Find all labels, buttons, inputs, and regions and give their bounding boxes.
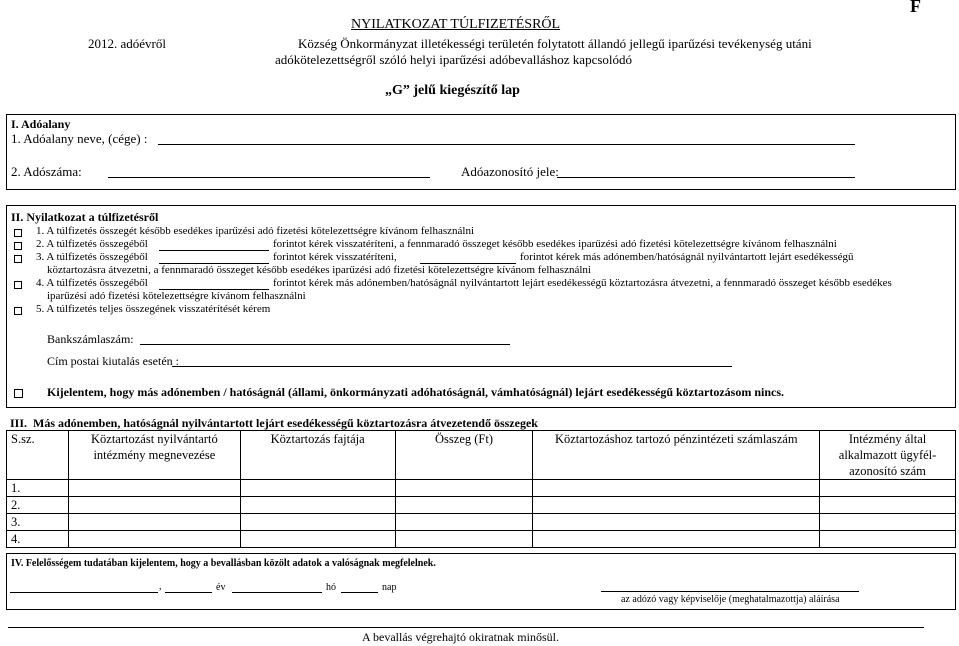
subtitle-line2: adókötelezettségről szóló helyi iparűzési adóbevalláshoz kapcsolódó (275, 52, 633, 67)
month-label: hó (326, 582, 336, 593)
year-field[interactable] (165, 592, 212, 593)
section-3-heading: III. Más adónemben, hatóságnál nyilvántartott lejárt esedékességű köztartozásra átvezetendő összegek (10, 416, 538, 430)
cell-institution-3[interactable] (68, 514, 240, 531)
cell-debt-type-3[interactable] (240, 514, 395, 531)
cell-amount-3[interactable] (395, 514, 533, 531)
cell-amount-4[interactable] (395, 531, 533, 548)
subtitle-line1: Község Önkormányzat illetékességi területén folytatott állandó jellegű iparűzési tevékenység utáni (298, 36, 812, 51)
place-field[interactable] (10, 592, 158, 593)
tax-number-field[interactable] (108, 177, 430, 178)
section-1-heading: I. Adóalany (11, 117, 71, 131)
cell-debt-type-2[interactable] (240, 497, 395, 514)
col-header-client-id: Intézmény által alkalmazott ügyfél-azonosító szám (820, 431, 956, 480)
cell-account-1[interactable] (533, 480, 820, 497)
cell-client-id-4[interactable] (820, 531, 956, 548)
taxpayer-name-label: 1. Adóalany neve, (cége) : (11, 131, 148, 146)
option-4-line2: iparűzési adó fizetési kötelezettségre kívánom felhasználni (47, 290, 306, 302)
cell-account-2[interactable] (533, 497, 820, 514)
footer-divider (8, 627, 924, 628)
option-5-text: 5. A túlfizetés teljes összegének visszatérítését kérem (36, 303, 271, 315)
col-header-debt-type: Köztartozás fajtája (240, 431, 395, 480)
table-row: 3. (7, 514, 69, 531)
signature-label: az adózó vagy képviselője (meghatalmazottja) aláírása (621, 594, 840, 605)
cell-debt-type-4[interactable] (240, 531, 395, 548)
option-2-checkbox[interactable] (14, 242, 22, 250)
postal-address-field[interactable] (172, 366, 732, 367)
cell-client-id-1[interactable] (820, 480, 956, 497)
day-field[interactable] (341, 592, 378, 593)
cell-account-4[interactable] (533, 531, 820, 548)
option-3-line2: köztartozásra átvezetni, a fennmaradó összeget később esedékes iparűzési adó fizetési kötelezettségre kívánom felhasználni (47, 264, 591, 276)
section-2-heading: II. Nyilatkozat a túlfizetésről (11, 210, 159, 224)
cell-debt-type-1[interactable] (240, 480, 395, 497)
postal-address-label: Cím postai kiutalás esetén : (47, 354, 179, 368)
cell-amount-1[interactable] (395, 480, 533, 497)
option-2-prefix: 2. A túlfizetés összegéből (36, 238, 148, 250)
form-letter: F (910, 0, 921, 16)
option-3-middle: forintot kérek visszatéríteni, (273, 251, 397, 263)
option-3-suffix: forintot kérek más adónemben/hatóságnál nyilvántartott lejárt esedékességű (520, 251, 854, 263)
cell-account-3[interactable] (533, 514, 820, 531)
year-label: év (216, 582, 226, 593)
option-3-checkbox[interactable] (14, 255, 22, 263)
comma-separator: , (159, 581, 162, 592)
bank-account-field[interactable] (140, 344, 510, 345)
option-4-prefix: 4. A túlfizetés összegéből (36, 277, 148, 289)
cell-client-id-3[interactable] (820, 514, 956, 531)
cell-amount-2[interactable] (395, 497, 533, 514)
col-header-serial: S.sz. (7, 431, 69, 480)
signature-field[interactable] (601, 591, 859, 592)
option-2-suffix: forintot kérek visszatéríteni, a fennmaradó összeget később esedékes iparűzési adó fizetési kötelezettségre kívánom felhasználni (273, 238, 837, 250)
option-4-suffix: forintot kérek más adónemben/hatóságnál nyilvántartott lejárt esedékességű köztartozásra átvezetni, a fennmaradó összeget később esedékes (273, 277, 892, 289)
table-row: 2. (7, 497, 69, 514)
month-field[interactable] (232, 592, 322, 593)
debts-table (6, 430, 956, 548)
footer-note: A bevallás végrehajtó okiratnak minősül. (362, 630, 559, 644)
cell-institution-1[interactable] (68, 480, 240, 497)
option-1-checkbox[interactable] (14, 229, 22, 237)
option-4-checkbox[interactable] (14, 281, 22, 289)
option-3-prefix: 3. A túlfizetés összegéből (36, 251, 148, 263)
tax-number-label: 2. Adószáma: (11, 164, 82, 179)
cell-institution-4[interactable] (68, 531, 240, 548)
declaration-checkbox[interactable] (14, 389, 23, 398)
tax-id-label: Adóazonosító jele: (461, 164, 559, 179)
option-2-amount-field[interactable] (159, 250, 269, 251)
tax-id-field[interactable] (557, 177, 855, 178)
section-4-heading: IV. Felelősségem tudatában kijelentem, hogy a bevallásban közölt adatok a valóságnak megfelelnek. (11, 558, 436, 569)
col-header-account: Köztartozáshoz tartozó pénzintézeti számlaszám (533, 431, 820, 480)
col-header-institution: Köztartozást nyilvántartó intézmény megnevezése (68, 431, 240, 480)
tax-year: 2012. adóévről (88, 36, 166, 51)
form-title: NYILATKOZAT TÚLFIZETÉSRŐL (351, 17, 561, 32)
declaration-text: Kijelentem, hogy más adónemben / hatóságnál (állami, önkormányzati adóhatóságnál, vámhatóságnál) lejárt esedékességű köztartozásom nincs. (47, 385, 784, 399)
cell-institution-2[interactable] (68, 497, 240, 514)
col-header-amount: Összeg (Ft) (395, 431, 533, 480)
day-label: nap (382, 582, 397, 593)
table-row: 1. (7, 480, 69, 497)
bank-account-label: Bankszámlaszám: (47, 332, 134, 346)
option-5-checkbox[interactable] (14, 307, 22, 315)
cell-client-id-2[interactable] (820, 497, 956, 514)
taxpayer-name-field[interactable] (158, 144, 855, 145)
option-1-text: 1. A túlfizetés összegét később esedékes iparűzési adó fizetési kötelezettségre kívánom felhasználni (36, 225, 475, 237)
sheet-title: „G” jelű kiegészítő lap (385, 83, 520, 98)
table-row: 4. (7, 531, 69, 548)
